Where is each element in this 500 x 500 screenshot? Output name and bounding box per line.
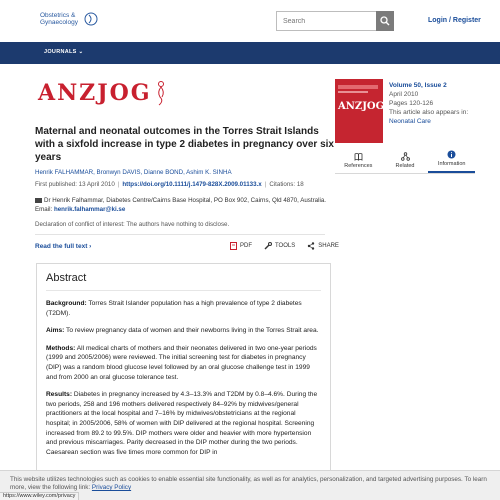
also-appears-label: This article also appears in: bbox=[389, 109, 469, 116]
page-range: Pages 120-126 bbox=[389, 100, 434, 107]
related-icon bbox=[401, 152, 410, 161]
cover-title: ANZJOG bbox=[338, 101, 385, 112]
author-list[interactable]: Henrik FALHAMMAR, Bronwyn DAVIS, Dianne BOND, Ashim K. SINHA bbox=[35, 169, 232, 176]
wrench-icon bbox=[264, 242, 272, 250]
share-button[interactable] bbox=[307, 242, 339, 250]
first-published: First published: 13 April 2010 bbox=[35, 181, 115, 188]
search-bar bbox=[276, 11, 394, 31]
issue-date: April 2010 bbox=[389, 91, 419, 98]
publication-info: First published: 13 April 2010 | https://doi.org/10.1111/j.1479-828X.2009.01133.x | Citations: 18 bbox=[35, 181, 304, 188]
journal-nav-bar bbox=[0, 42, 500, 64]
tab-label: Information bbox=[437, 161, 466, 167]
brand-line-2: Gynaecology bbox=[40, 19, 78, 26]
cookie-text: This website utilizes technologies such as cookies to enable essential site functionality, as well as for analytics, personalization, and targeted advertising purposes. To learn more, view the following link: Privacy Policy bbox=[10, 476, 487, 491]
doi-link[interactable]: https://doi.org/10.1111/j.1479-828X.2009.01133.x bbox=[122, 181, 262, 188]
search-input[interactable] bbox=[276, 11, 376, 31]
citations-count[interactable]: Citations: 18 bbox=[269, 181, 304, 188]
share-icon bbox=[307, 242, 315, 250]
share-label: SHARE bbox=[318, 243, 339, 249]
neonatal-care-link[interactable]: Neonatal Care bbox=[389, 118, 431, 125]
cover-decoration bbox=[338, 91, 368, 93]
abstract-aims: Aims: To review pregnancy data of women and their newborns living in the Torres Strait area. bbox=[46, 327, 319, 335]
tab-information[interactable] bbox=[428, 148, 475, 173]
cover-decoration bbox=[338, 85, 378, 89]
email-label: Email: bbox=[35, 206, 53, 213]
journal-logo-text: ANZJOG bbox=[38, 80, 152, 106]
journal-figure-icon bbox=[154, 80, 168, 106]
abstract-heading: Abstract bbox=[46, 272, 321, 291]
journal-cover[interactable] bbox=[335, 79, 383, 143]
abstract-background: Background: Torres Strait Islander population has a high prevalence of type 2 diabetes (T2DM). bbox=[46, 300, 302, 317]
abstract-section bbox=[36, 263, 331, 500]
tools-label: TOOLS bbox=[275, 243, 296, 249]
tab-label: Related bbox=[395, 163, 415, 169]
pdf-button[interactable] bbox=[230, 242, 252, 250]
search-button[interactable] bbox=[376, 11, 394, 31]
journal-logo[interactable] bbox=[38, 80, 168, 106]
brand-text bbox=[40, 12, 78, 26]
references-icon bbox=[354, 152, 363, 161]
abstract-results: Results: Diabetes in pregnancy increased by 4.3–13.3% and T2DM by 0.8–4.6%. During the two periods, 258 and 196 mothers delivered respectively 84–92% by midwives/general practitioners at the local hospital and 7–16% by midwives/obstetricians at the regional hospital; in 2005/2006, 58% of women with DIP delivered at the regional hospital. Screening increased from 89.2 to 99.5%. DIP mothers were older and heavier with more hypertension and previous miscarriages. Parity decreased in the DIP mother during the two periods. Caesarean section was five times more common for DIP in bbox=[46, 391, 318, 456]
volume-issue-link[interactable]: Volume 50, Issue 2 bbox=[389, 82, 447, 89]
search-icon bbox=[380, 16, 390, 26]
information-icon bbox=[447, 150, 456, 159]
status-bar-url: https://www.wiley.com/privacy bbox=[0, 492, 79, 500]
site-brand[interactable] bbox=[40, 10, 98, 28]
brand-line-1: Obstetrics & bbox=[40, 12, 76, 19]
tab-related[interactable] bbox=[382, 148, 429, 173]
issue-info bbox=[389, 81, 468, 126]
tools-button[interactable] bbox=[264, 242, 295, 250]
society-logo-icon bbox=[84, 10, 98, 28]
envelope-icon bbox=[35, 198, 42, 203]
privacy-policy-link[interactable]: Privacy Policy bbox=[91, 484, 132, 491]
correspondence-address: Dr Henrik Falhammar, Diabetes Centre/Cairns Base Hospital, PO Box 902, Cairns, Qld 4870, Australia. bbox=[44, 197, 326, 204]
conflict-of-interest: Declaration of conflict of interest: The authors have nothing to disclose. bbox=[35, 221, 230, 228]
journals-menu[interactable]: JOURNALS ⌄ bbox=[44, 49, 84, 55]
correspondence bbox=[35, 196, 335, 214]
login-register-link[interactable]: Login / Register bbox=[428, 17, 481, 24]
pdf-icon bbox=[230, 242, 237, 250]
author-email-link[interactable]: henrik.falhammar@ki.se bbox=[53, 206, 126, 213]
tab-references[interactable] bbox=[335, 148, 382, 173]
pdf-label: PDF bbox=[240, 243, 252, 249]
sidebar-tabs bbox=[335, 148, 475, 174]
tab-label: References bbox=[344, 163, 373, 169]
article-title: Maternal and neonatal outcomes in the Torres Strait Islands with a sixfold increase in type 2 diabetes in pregnancy over six years bbox=[35, 126, 334, 163]
divider bbox=[35, 234, 325, 235]
read-full-text-link[interactable]: Read the full text › bbox=[35, 243, 92, 250]
article-tools bbox=[230, 242, 351, 250]
site-header bbox=[0, 0, 500, 42]
abstract-methods: Methods: All medical charts of mothers and their neonates delivered in two one-year periods (1999 and 2005/2006) were reviewed. The initial screening test for diabetes in pregnancy (DIP) was a random blood glucose level followed by an oral glucose challenge test in 1999 and from 2000 an oral glucose tolerance test. bbox=[46, 344, 317, 381]
